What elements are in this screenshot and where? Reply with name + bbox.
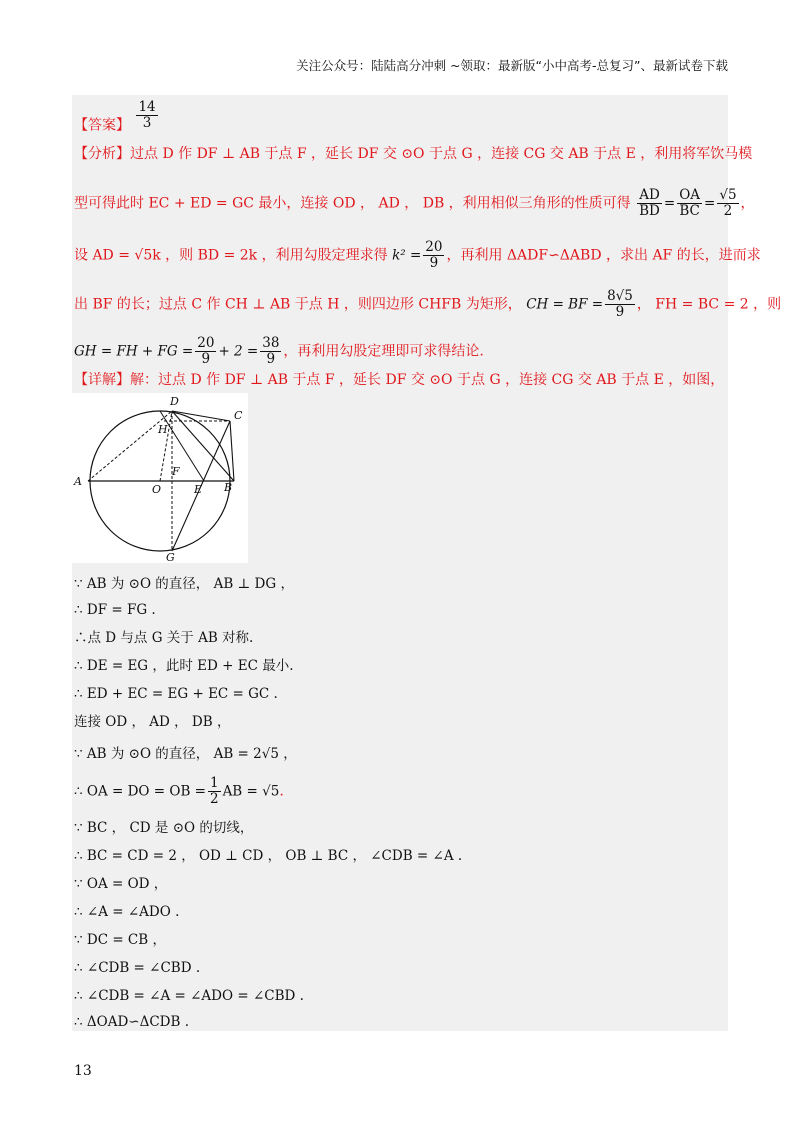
- label-b: B: [224, 481, 233, 494]
- frac-ad: AD: [639, 187, 660, 203]
- step-4: ∴ DE = EG ，此时 ED + EC 最小.: [74, 658, 294, 674]
- step-1: ∵ AB 为 ⊙O 的直径， AB ⊥ DG ，: [74, 576, 294, 592]
- circle-diagram: [72, 393, 248, 563]
- line-cb: [230, 421, 234, 481]
- analysis-line-1: [74, 144, 752, 164]
- frac-20b: 20: [197, 335, 215, 351]
- analysis-text-4c: ， FH = BC = 2 ，则: [636, 296, 782, 313]
- line-ad: [88, 411, 172, 481]
- frac-bd: BD: [639, 203, 660, 219]
- label-g: G: [166, 551, 175, 563]
- ch-eq: CH = BF =: [526, 296, 604, 313]
- step-8c: .: [279, 783, 284, 800]
- frac-9d: 9: [266, 351, 276, 367]
- step-8: [74, 776, 284, 807]
- analysis-line-2: 型可得此时 EC + ED = GC 最小，连接 OD ， AD ， DB ，利用相似三角形的性质可得 $\frac{AD}{BD}$ = $\frac{OA}{BC}$ = $\frac{√5}{2}$ ，: [74, 187, 755, 219]
- label-a: A: [74, 475, 82, 488]
- analysis-text-2: 型可得此时 EC + ED = GC 最小，连接 OD ， AD ， DB ，利用相似三角形的性质可得: [74, 195, 631, 212]
- step-9: ∵ BC ， CD 是 ⊙O 的切线，: [74, 820, 254, 836]
- gh-eq: GH = FH + FG =: [74, 343, 194, 360]
- frac-9c: 9: [201, 351, 211, 367]
- label-f: F: [172, 465, 180, 478]
- frac-oa: OA: [679, 187, 701, 203]
- answer-line: [74, 99, 160, 141]
- frac-38: 38: [262, 335, 280, 351]
- frac-1: 1: [209, 775, 219, 791]
- frac-bc: BC: [679, 203, 700, 219]
- step-14: ∴ ∠CDB = ∠CBD .: [74, 960, 201, 976]
- frac-20: 20: [425, 239, 443, 255]
- step-16: ∴ ΔOAD∽ΔCDB .: [74, 1014, 189, 1030]
- label-e: E: [194, 483, 203, 496]
- answer-fraction: [136, 100, 157, 131]
- detail-text-1: 解：过点 D 作 DF ⊥ AB 于点 F ，延长 DF 交 ⊙O 于点 G ，连接 CG 交 AB 于点 E ，如图，: [130, 372, 725, 388]
- step-3: ∴点 D 与点 G 关于 AB 对称.: [74, 630, 254, 646]
- frac-2b: 2: [209, 791, 219, 807]
- analysis-line-3: [74, 240, 761, 271]
- analysis-text-1: 过点 D 作 DF ⊥ AB 于点 F ，延长 DF 交 ⊙O 于点 G ，连接 CG 交 AB 于点 E ，利用将军饮马模: [130, 146, 753, 162]
- page-number: 13: [74, 1063, 92, 1079]
- step-2: ∴ DF = FG .: [74, 602, 156, 618]
- frac-9b: 9: [615, 304, 625, 320]
- answer-label: 【答案】: [74, 117, 130, 134]
- answer-numerator: 14: [138, 99, 156, 115]
- step-8b: AB = √5: [222, 783, 280, 800]
- analysis-text-5c: ，再利用勾股定理即可求得结论.: [283, 343, 484, 360]
- step-6: 连接 OD ， AD ， DB ，: [74, 714, 231, 730]
- analysis-label: 【分析】: [74, 146, 130, 162]
- frac-9: 9: [429, 255, 439, 271]
- analysis-line-5: [74, 336, 484, 367]
- line-dc: [172, 411, 230, 421]
- k-squared: k² =: [392, 247, 422, 264]
- label-h: H: [158, 423, 168, 436]
- geometry-figure: [72, 393, 248, 563]
- label-c: C: [234, 409, 243, 422]
- label-d: D: [170, 395, 179, 408]
- frac-2: 2: [723, 203, 733, 219]
- step-11: ∵ OA = OD ，: [74, 876, 168, 892]
- detail-label: 【详解】: [74, 372, 130, 388]
- step-7: ∵ AB 为 ⊙O 的直径， AB = 2√5 ，: [74, 746, 297, 762]
- analysis-text-4: 出 BF 的长；过点 C 作 CH ⊥ AB 于点 H ，则四边形 CHFB 为矩形，: [74, 296, 522, 313]
- analysis-text-3b: ，再利用 ΔADF∽ΔABD ，求出 AF 的长，进而求: [446, 247, 761, 264]
- step-15: ∴ ∠CDB = ∠A = ∠ADO = ∠CBD .: [74, 988, 304, 1004]
- step-12: ∴ ∠A = ∠ADO .: [74, 904, 180, 920]
- page-header: 关注公众号：陆陆高分冲刺 ~领取：最新版“小中高考-总复习”、最新试卷下载: [296, 58, 728, 73]
- frac-8sqrt5: 8√5: [607, 288, 633, 304]
- frac-sqrt5: √5: [719, 187, 737, 203]
- step-5: ∴ ED + EC = EG + EC = GC .: [74, 686, 278, 702]
- analysis-line-4: [74, 289, 781, 320]
- analysis-text-3: 设 AD = √5k ，则 BD = 2k ，利用勾股定理求得: [74, 247, 388, 264]
- analysis-comma: ，: [740, 195, 755, 212]
- label-o: O: [152, 483, 162, 496]
- answer-denominator: 3: [142, 115, 152, 131]
- step-8a: ∴ OA = DO = OB =: [74, 783, 206, 800]
- plus-two: + 2 =: [218, 343, 259, 360]
- detail-line-1: [74, 370, 724, 390]
- step-10: ∴ BC = CD = 2 ， OD ⊥ CD ， OB ⊥ BC ， ∠CDB = ∠A .: [74, 848, 463, 864]
- step-13: ∵ DC = CB ，: [74, 932, 166, 948]
